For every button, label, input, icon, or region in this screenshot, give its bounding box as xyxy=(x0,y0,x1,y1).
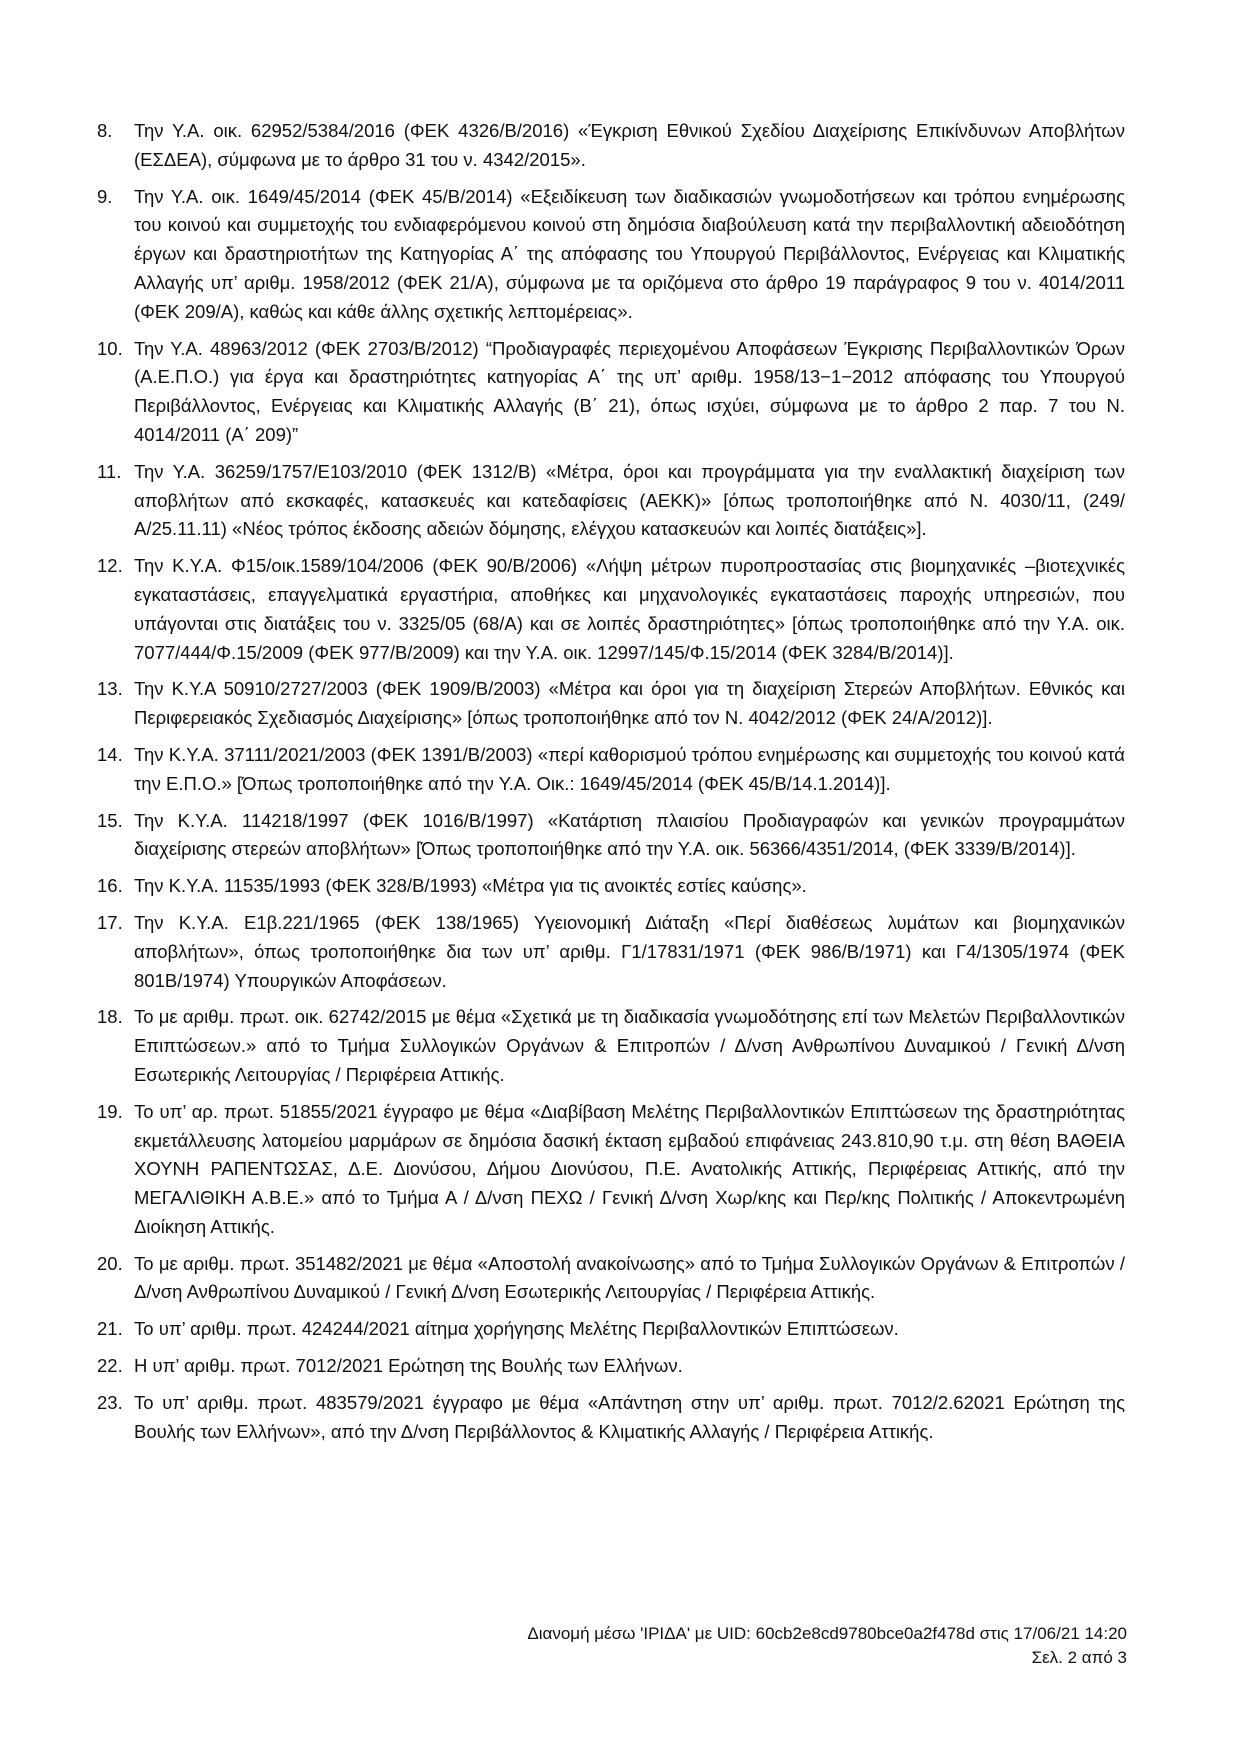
item-text: Το υπ’ αρ. πρωτ. 51855/2021 έγγραφο με θέμα «Διαβίβαση Μελέτης Περιβαλλοντικών Επιπτώσεων της δραστηριότητας εκμετάλλευσης λατομείου μαρμάρων σε δημόσια δασική έκταση εμβαδού επιφάνειας 243.810,90 τ.μ. στη θέση ΒΑΘΕΙΑ ΧΟΥΝΗ ΡΑΠΕΝΤΩΣΑΣ, Δ.Ε. Διονύσου, Δήμου Διονύσου, Π.Ε. Ανατολικής Αττικής, Περιφέρειας Αττικής, από την ΜΕΓΑΛΙΘΙΚΗ Α.Β.Ε.» από το Τμήμα Α / Δ/νση ΠΕΧΩ / Γενική Δ/νση Χωρ/κης και Περ/κης Πολιτικής / Αποκεντρωμένη Διοίκηση Αττικής. xyxy=(134,1100,1125,1237)
item-number: 8. xyxy=(97,120,113,141)
list-item xyxy=(97,807,1125,865)
item-number: 9. xyxy=(97,185,113,207)
item-number: 15. xyxy=(97,809,123,831)
item-text: Το με αριθμ. πρωτ. οικ. 62742/2015 με θέμα «Σχετικά με τη διαδικασία γνωμοδότησης επί των Μελετών Περιβαλλοντικών Επιπτώσεων.» από το Τμήμα Συλλογικών Οργάνων & Επιτροπών / Δ/νση Ανθρωπίνου Δυναμικού / Γενική Δ/νση Εσωτερικής Λειτουργίας / Περιφέρεια Αττικής. xyxy=(134,1006,1125,1085)
list-item xyxy=(97,1003,1125,1089)
list-item xyxy=(97,909,1125,995)
item-text: Την Κ.Υ.Α. 11535/1993 (ΦΕΚ 328/Β/1993) «Μέτρα για τις ανοικτές εστίες καύσης». xyxy=(134,875,807,897)
item-number: 23. xyxy=(97,1391,123,1413)
item-number: 19. xyxy=(97,1100,123,1122)
list-item xyxy=(97,335,1125,450)
item-text: Το υπ’ αριθμ. πρωτ. 483579/2021 έγγραφο με θέμα «Απάντηση στην υπ’ αριθμ. πρωτ. 7012/2.62021 Ερώτηση της Βουλής των Ελλήνων», από την Δ/νση Περιβάλλοντος & Κλιματικής Αλλαγής / Περιφέρεια Αττικής. xyxy=(134,1391,1125,1442)
item-number: 13. xyxy=(97,678,123,700)
item-number: 22. xyxy=(97,1355,123,1377)
item-text: Την Κ.Υ.Α. Ε1β.221/1965 (ΦΕΚ 138/1965) Υγειονομική Διάταξη «Περί διαθέσεως λυμάτων και βιομηχανικών αποβλήτων», όπως τροποποιήθηκε δια των υπ’ αριθμ. Γ1/17831/1971 (ΦΕΚ 986/Β/1971) και Γ4/1305/1974 (ΦΕΚ 801Β/1974) Υπουργικών Αποφάσεων. xyxy=(134,911,1125,991)
item-text: Την Κ.Υ.Α. Φ15/οικ.1589/104/2006 (ΦΕΚ 90/Β/2006) «Λήψη μέτρων πυροπροστασίας στις βιομηχανικές –βιοτεχνικές εγκαταστάσεις, επαγγελματικά εργαστήρια, αποθήκες και μηχανολογικές εγκαταστάσεις παροχής υπηρεσιών, που υπάγονται στις διατάξεις του ν. 3325/05 (68/Α) και σε λοιπές δραστηριότητες» [όπως τροποποιήθηκε από την Υ.Α. οικ. 7077/444/Φ.15/2009 (ΦΕΚ 977/Β/2009) και την Υ.Α. οικ. 12997/145/Φ.15/2014 (ΦΕΚ 3284/Β/2014)]. xyxy=(134,555,1125,663)
list-item xyxy=(97,1098,1125,1242)
item-text: Το με αριθμ. πρωτ. 351482/2021 με θέμα «Αποστολή ανακοίνωσης» από το Τμήμα Συλλογικών Οργάνων & Επιτροπών / Δ/νση Ανθρωπίνου Δυναμικού / Γενική Δ/νση Εσωτερικής Λειτουργίας / Περιφέρεια Αττικής. xyxy=(134,1252,1125,1303)
list-item xyxy=(97,183,1125,327)
page-number: Σελ. 2 από 3 xyxy=(1031,1648,1127,1667)
list-item xyxy=(97,117,1125,175)
item-number: 14. xyxy=(97,743,123,765)
item-text: Η υπ’ αριθμ. πρωτ. 7012/2021 Ερώτηση της Βουλής των Ελλήνων. xyxy=(134,1355,683,1377)
item-text: Την Υ.Α. οικ. 62952/5384/2016 (ΦΕΚ 4326/Β/2016) «Έγκριση Εθνικού Σχεδίου Διαχείρισης Επικίνδυνων Αποβλήτων (ΕΣΔΕΑ), σύμφωνα με το άρθρο 31 του ν. 4342/2015». xyxy=(134,120,1125,170)
list-item xyxy=(97,872,1125,901)
item-number: 21. xyxy=(97,1318,123,1340)
list-item xyxy=(97,1315,1125,1344)
item-text: Το υπ’ αριθμ. πρωτ. 424244/2021 αίτημα χορήγησης Μελέτης Περιβαλλοντικών Επιπτώσεων. xyxy=(134,1318,899,1340)
item-text: Την Κ.Υ.Α. 114218/1997 (ΦΕΚ 1016/Β/1997) «Κατάρτιση πλαισίου Προδιαγραφών και γενικών προγραμμάτων διαχείρισης στερεών αποβλήτων» [Όπως τροποποιήθηκε από την Υ.Α. οικ. 56366/4351/2014, (ΦΕΚ 3339/Β/2014)]. xyxy=(134,809,1125,860)
list-item xyxy=(97,1250,1125,1308)
numbered-list xyxy=(97,117,1125,1454)
item-text: Την Υ.Α. 48963/2012 (ΦΕΚ 2703/Β/2012) “Προδιαγραφές περιεχομένου Αποφάσεων Έγκρισης Περιβαλλοντικών Όρων (Α.Ε.Π.Ο.) για έργα και δραστηριότητες κατηγορίας Α΄ της υπ’ αριθμ. 1958/13−1−2012 απόφασης του Υπουργού Περιβάλλοντος, Ενέργειας και Κλιματικής Αλλαγής (Β΄ 21), όπως ισχύει, σύμφωνα με το άρθρο 2 παρ. 7 του Ν. 4014/2011 (Α΄ 209)” xyxy=(134,337,1125,445)
item-number: 16. xyxy=(97,875,123,897)
item-number: 17. xyxy=(97,911,123,933)
item-number: 12. xyxy=(97,555,123,577)
item-number: 20. xyxy=(97,1252,123,1274)
list-item xyxy=(97,741,1125,799)
page-footer xyxy=(527,1622,1127,1670)
list-item xyxy=(97,1352,1125,1381)
item-text: Την Υ.Α. 36259/1757/Ε103/2010 (ΦΕΚ 1312/Β) «Μέτρα, όροι και προγράμματα για την εναλλακτική διαχείριση των αποβλήτων από εκσκαφές, κατασκευές και κατεδαφίσεις (ΑΕΚΚ)» [όπως τροποποιήθηκε από Ν. 4030/11, (249/Α/25.11.11) «Νέος τρόπος έκδοσης αδειών δόμησης, ελέγχου κατασκευών και λοιπές διατάξεις»]. xyxy=(134,460,1125,540)
item-number: 10. xyxy=(97,337,123,359)
list-item xyxy=(97,1389,1125,1447)
list-item xyxy=(97,552,1125,667)
item-text: Την Κ.Υ.Α. 37111/2021/2003 (ΦΕΚ 1391/Β/2003) «περί καθορισμού τρόπου ενημέρωσης και συμμετοχής του κοινού κατά την Ε.Π.Ο.» [Όπως τροποποιήθηκε από την Υ.Α. Οικ.: 1649/45/2014 (ΦΕΚ 45/Β/14.1.2014)]. xyxy=(134,743,1125,794)
item-number: 18. xyxy=(97,1006,123,1028)
distribution-note: Διανομή μέσω 'ΙΡΙΔΑ' με UID: 60cb2e8cd9780bce0a2f478d στις 17/06/21 14:20 xyxy=(527,1624,1127,1643)
item-text: Την Υ.Α. οικ. 1649/45/2014 (ΦΕΚ 45/Β/2014) «Εξειδίκευση των διαδικασιών γνωμοδοτήσεων και τρόπου ενημέρωσης του κοινού και συμμετοχής του ενδιαφερόμενου κοινού στη δημόσια διαβούλευση κατά την περιβαλλοντική αδειοδότηση έργων και δραστηριοτήτων της Κατηγορίας Α΄ της απόφασης του Υπουργού Περιβάλλοντος, Ενέργειας και Κλιματικής Αλλαγής υπ’ αριθμ. 1958/2012 (ΦΕΚ 21/Α), σύμφωνα με τα οριζόμενα στο άρθρο 19 παράγραφος 9 του ν. 4014/2011 (ΦΕΚ 209/Α), καθώς και κάθε άλλης σχετικής λεπτομέρειας». xyxy=(134,185,1125,322)
list-item xyxy=(97,675,1125,733)
list-item xyxy=(97,458,1125,544)
item-number: 11. xyxy=(97,460,122,482)
item-text: Την Κ.Υ.Α 50910/2727/2003 (ΦΕΚ 1909/Β/2003) «Μέτρα και όροι για τη διαχείριση Στερεών Αποβλήτων. Εθνικός και Περιφερειακός Σχεδιασμός Διαχείρισης» [όπως τροποποιήθηκε από τον Ν. 4042/2012 (ΦΕΚ 24/Α/2012)]. xyxy=(134,678,1125,729)
